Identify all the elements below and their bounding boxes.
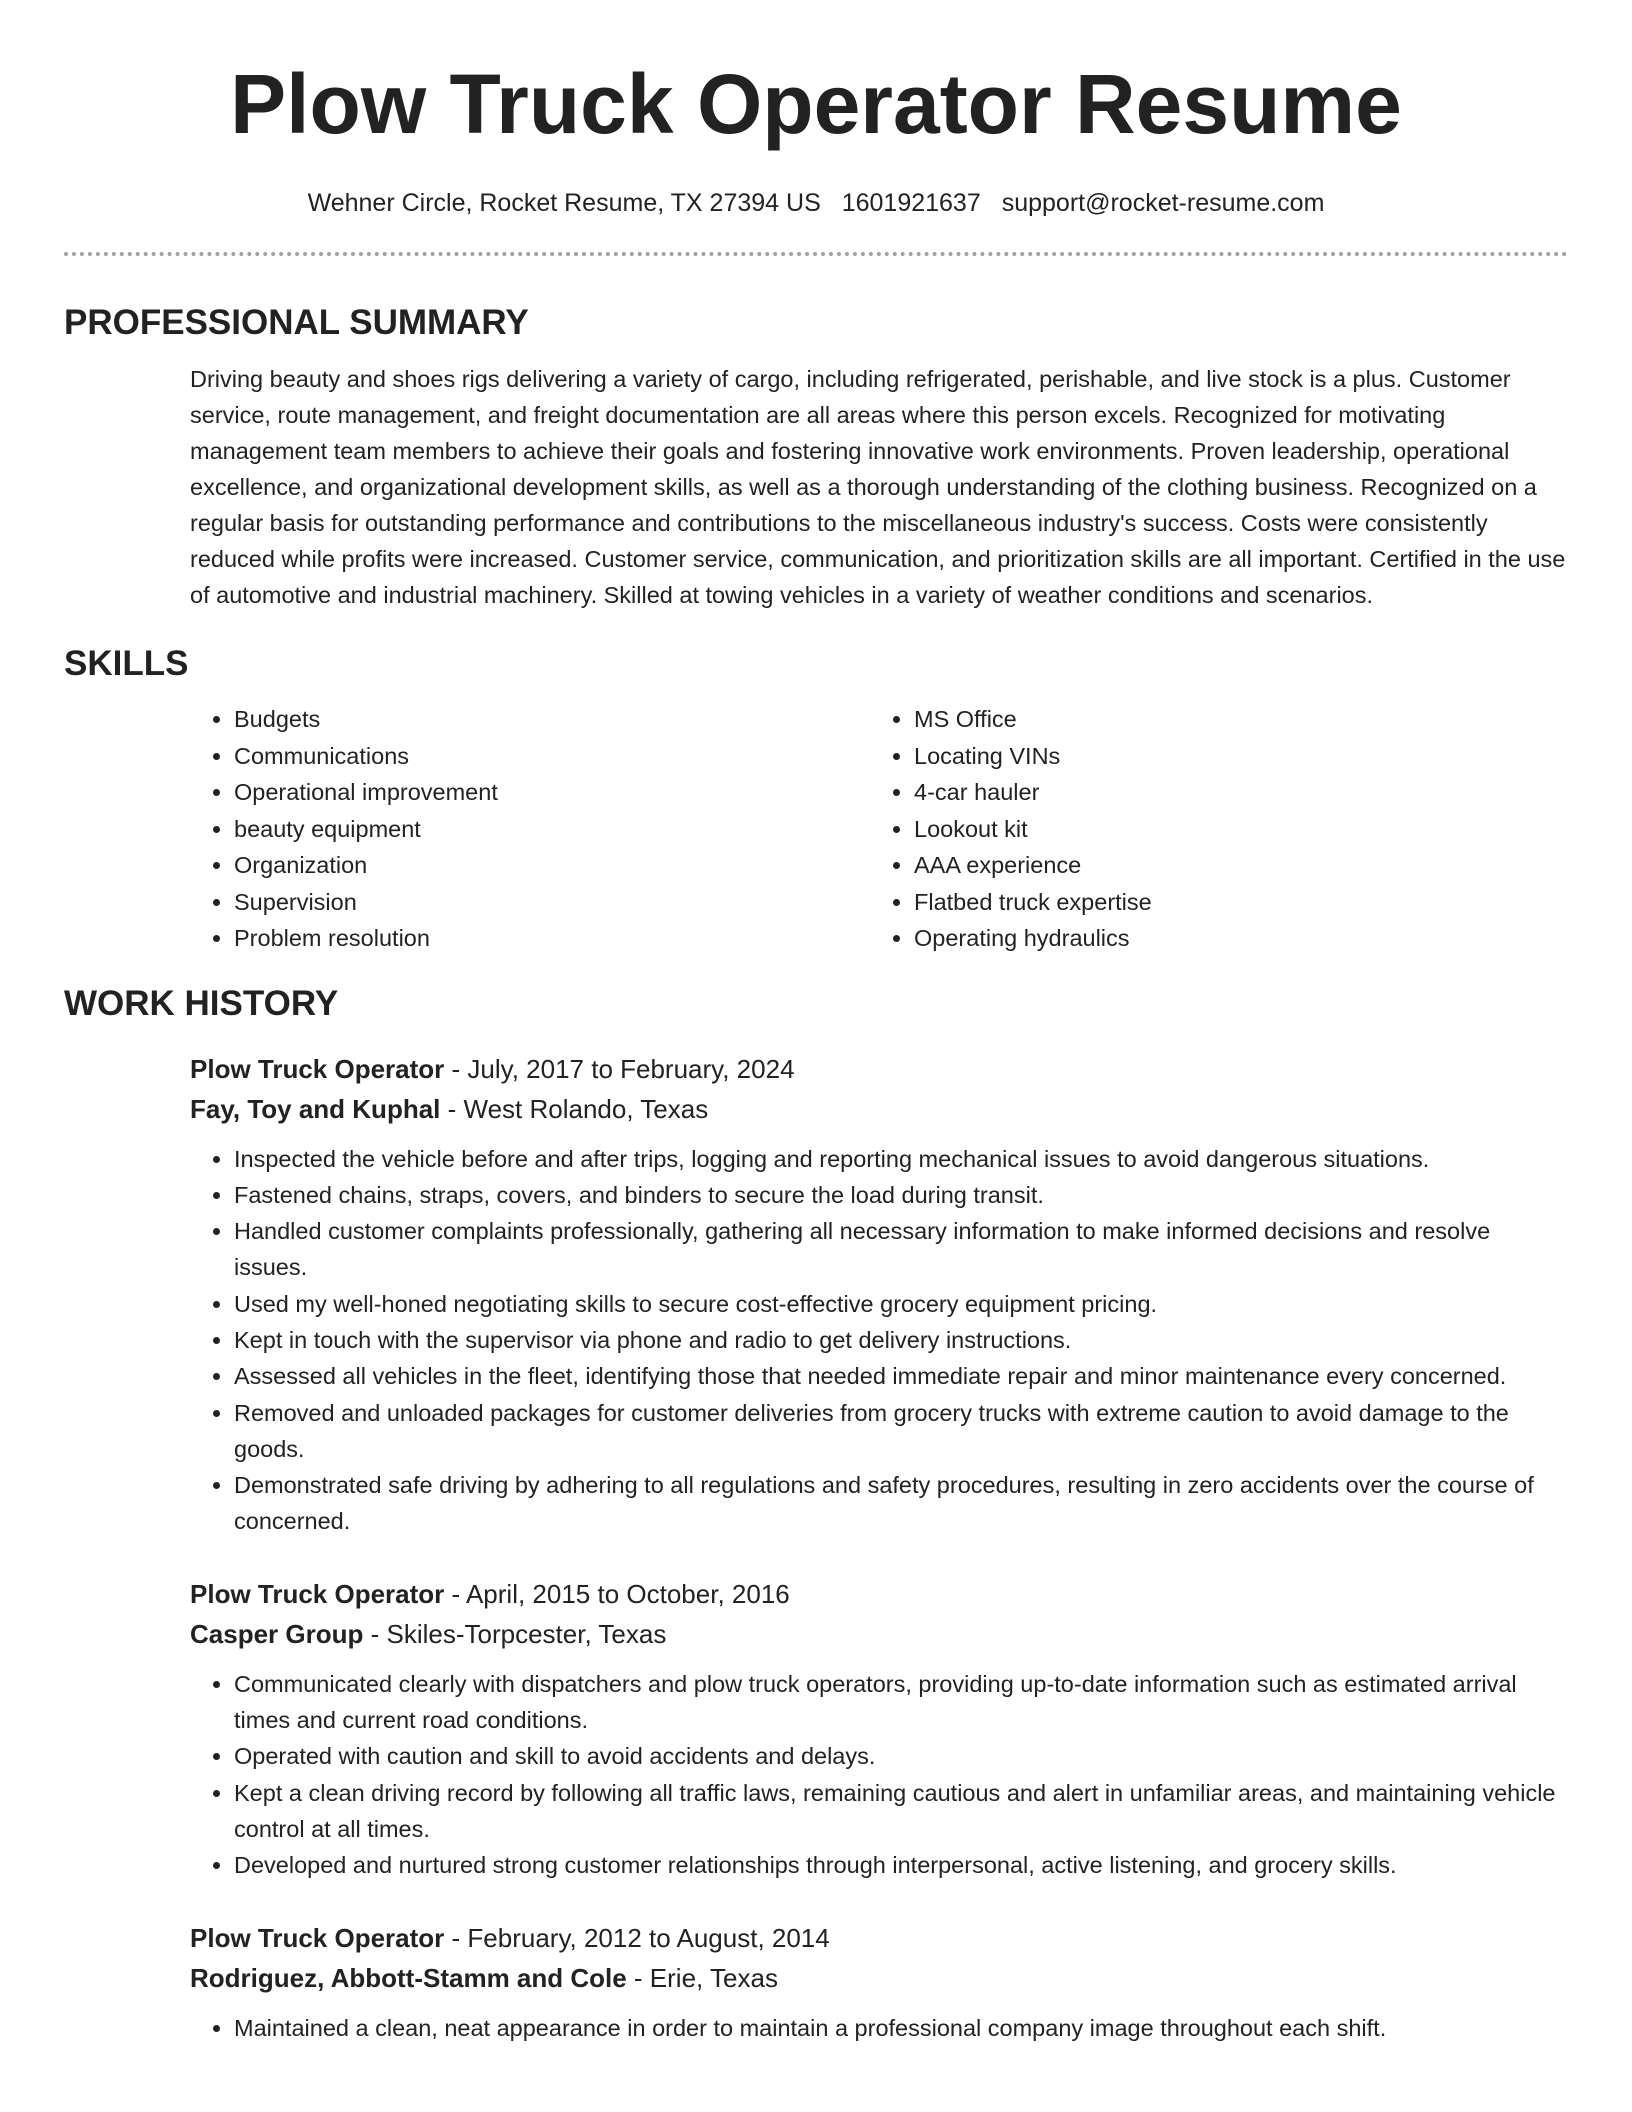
job-company-line	[190, 1958, 1568, 1998]
job-location: - West Rolando, Texas	[440, 1093, 709, 1124]
job-dates: - February, 2012 to August, 2014	[444, 1922, 830, 1953]
skill-item: • 4-car hauler	[914, 774, 1550, 811]
page-title: Plow Truck Operator Resume	[230, 57, 1402, 151]
job-entry	[190, 1574, 1568, 1884]
job-bullet: • Developed and nurtured strong customer relationships through interpersonal, active listening, and grocery skills.	[234, 1847, 1568, 1883]
skills-heading: SKILLS	[64, 644, 189, 683]
job-dates: - July, 2017 to February, 2024	[444, 1053, 795, 1084]
job-location: - Erie, Texas	[626, 1962, 778, 1993]
skills-column-right	[870, 701, 1550, 957]
job-company: Fay, Toy and Kuphal	[190, 1093, 441, 1124]
job-title: Plow Truck Operator	[190, 1578, 445, 1609]
job-title: Plow Truck Operator	[190, 1922, 445, 1953]
job-bullet: • Handled customer complaints professionally, gathering all necessary information to make informed decisions and resolve issues.	[234, 1213, 1568, 1286]
job-title: Plow Truck Operator	[190, 1053, 445, 1084]
job-bullets	[190, 2010, 1568, 2046]
summary-heading: PROFESSIONAL SUMMARY	[64, 303, 529, 342]
job-bullet: • Removed and unloaded packages for customer deliveries from grocery trucks with extreme caution to avoid damage to the goods.	[234, 1395, 1568, 1468]
job-company: Casper Group	[190, 1618, 364, 1649]
job-bullet: • Demonstrated safe driving by adhering to all regulations and safety procedures, resulting in zero accidents over the course of concerned.	[234, 1467, 1568, 1540]
job-bullet: • Maintained a clean, neat appearance in order to maintain a professional company image throughout each shift.	[234, 2010, 1568, 2046]
skill-item: • Flatbed truck expertise	[914, 884, 1550, 921]
skill-item: • beauty equipment	[234, 811, 870, 848]
job-bullet: • Used my well-honed negotiating skills to secure cost-effective grocery equipment pricing.	[234, 1286, 1568, 1322]
skill-item: • Budgets	[234, 701, 870, 738]
job-bullets	[190, 1666, 1568, 1884]
job-company-line	[190, 1089, 1568, 1129]
summary-text: Driving beauty and shoes rigs delivering a variety of cargo, including refrigerated, perishable, and live stock is a plus. Customer service, route management, and freight documentation are all areas where this person excels. Recognized for motivating management team members to achieve their goals and fostering innovative work environments. Proven leadership, operational excellence, and organizational development skills, as well as a thorough understanding of the clothing business. Recognized on a regular basis for outstanding performance and contributions to the miscellaneous industry's success. Costs were consistently reduced while profits were increased. Customer service, communication, and prioritization skills are all important. Certified in the use of automotive and industrial machinery. Skilled at towing vehicles in a variety of weather conditions and scenarios.	[190, 366, 1566, 608]
job-bullet: • Communicated clearly with dispatchers and plow truck operators, providing up-to-date information such as estimated arrival times and current road conditions.	[234, 1666, 1568, 1739]
skill-item: • AAA experience	[914, 847, 1550, 884]
contact-line	[64, 188, 1568, 218]
skills-list	[190, 701, 1568, 957]
skill-item: • Operational improvement	[234, 774, 870, 811]
header-divider	[64, 252, 1568, 256]
work-history-section	[64, 983, 1568, 2046]
skill-item: • Locating VINs	[914, 738, 1550, 775]
job-title-line	[190, 1574, 1568, 1614]
job-bullet: • Kept in touch with the supervisor via phone and radio to get delivery instructions.	[234, 1322, 1568, 1358]
email-text: support@rocket-resume.com	[1001, 189, 1325, 217]
job-title-line	[190, 1918, 1568, 1958]
job-bullet: • Fastened chains, straps, covers, and binders to secure the load during transit.	[234, 1177, 1568, 1213]
job-bullet: • Inspected the vehicle before and after trips, logging and reporting mechanical issues to avoid dangerous situations.	[234, 1141, 1568, 1177]
job-location: - Skiles-Torpcester, Texas	[363, 1618, 667, 1649]
skill-item: • Organization	[234, 847, 870, 884]
summary-section	[64, 302, 1568, 613]
skill-item: • MS Office	[914, 701, 1550, 738]
job-dates: - April, 2015 to October, 2016	[444, 1578, 790, 1609]
job-title-line	[190, 1049, 1568, 1089]
address-text: Wehner Circle, Rocket Resume, TX 27394 US	[307, 189, 821, 217]
job-company-line	[190, 1614, 1568, 1654]
job-bullet: • Kept a clean driving record by following all traffic laws, remaining cautious and alert in unfamiliar areas, and maintaining vehicle control at all times.	[234, 1775, 1568, 1848]
work-history-heading: WORK HISTORY	[64, 983, 339, 1023]
job-entry	[190, 1049, 1568, 1540]
job-bullet: • Assessed all vehicles in the fleet, identifying those that needed immediate repair and minor maintenance every concerned.	[234, 1358, 1568, 1394]
job-bullet: • Operated with caution and skill to avoid accidents and delays.	[234, 1738, 1568, 1774]
skill-item: • Supervision	[234, 884, 870, 921]
job-entry	[190, 1918, 1568, 2046]
skills-section	[64, 643, 1568, 957]
skill-item: • Problem resolution	[234, 920, 870, 957]
phone-text: 1601921637	[841, 189, 981, 217]
skill-item: • Lookout kit	[914, 811, 1550, 848]
job-bullets	[190, 1141, 1568, 1540]
skills-column-left	[190, 701, 870, 957]
skill-item: • Communications	[234, 738, 870, 775]
job-company: Rodriguez, Abbott-Stamm and Cole	[190, 1962, 627, 1993]
skill-item: • Operating hydraulics	[914, 920, 1550, 957]
